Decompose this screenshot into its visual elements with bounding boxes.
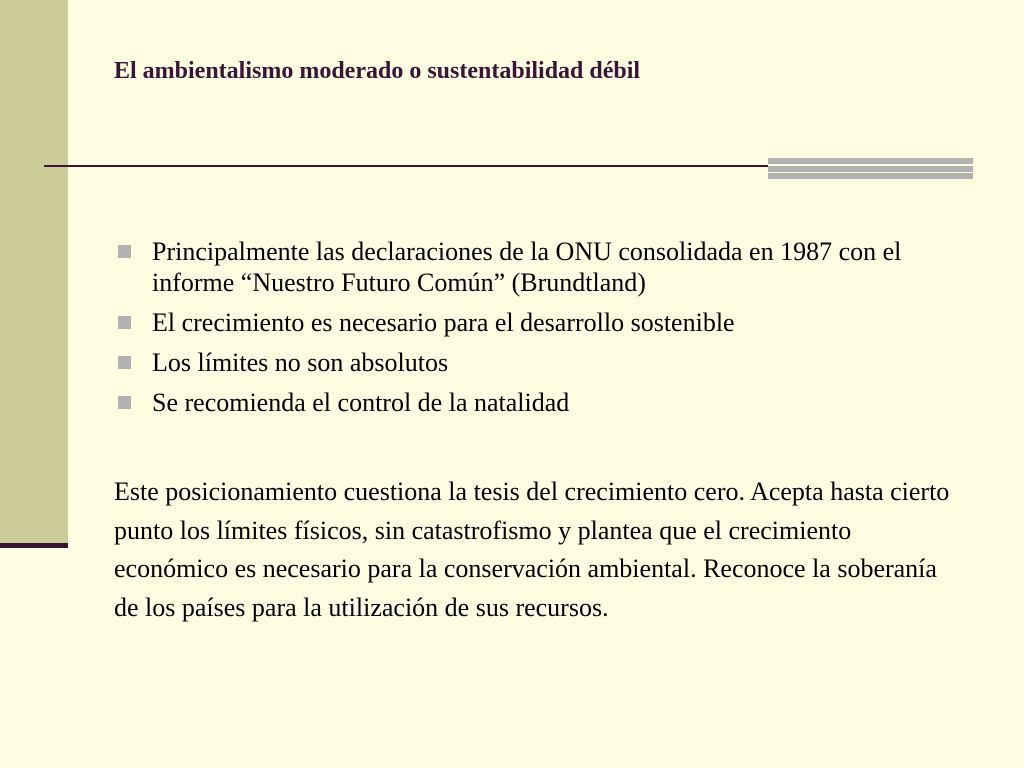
- bullet-item: [116, 387, 976, 418]
- bullet-item: [116, 347, 976, 378]
- left-bar-accent-line: [0, 543, 68, 548]
- title-underline-gray-block: [768, 158, 973, 179]
- bullet-item: [116, 307, 976, 338]
- gray-stripe: [768, 166, 973, 172]
- gray-stripe: [768, 158, 973, 164]
- bullet-text: Se recomienda el control de la natalidad: [152, 388, 570, 417]
- title-underline: [44, 165, 768, 167]
- slide-title: El ambientalismo moderado o sustentabilidad débil: [114, 58, 641, 84]
- gray-stripe: [768, 173, 973, 179]
- bullet-text: Principalmente las declaraciones de la ONU consolidada en 1987 con el informe “Nuestro Futuro Común” (Brundtland): [152, 237, 902, 297]
- left-decorative-bar: [0, 0, 68, 543]
- bullet-text: El crecimiento es necesario para el desarrollo sostenible: [152, 308, 735, 337]
- square-bullet-icon: [118, 356, 131, 369]
- square-bullet-icon: [118, 396, 131, 409]
- body-paragraph: Este posicionamiento cuestiona la tesis del crecimiento cero. Acepta hasta cierto punto los límites físicos, sin catastrofismo y plantea que el crecimiento económico es necesario para la conservación ambiental. Reconoce la soberanía de los países para la utilización de sus recursos.: [114, 477, 950, 622]
- bullet-item: [116, 236, 976, 298]
- bullet-text: Los límites no son absolutos: [152, 348, 449, 377]
- bullet-list: [116, 236, 976, 427]
- square-bullet-icon: [118, 245, 131, 258]
- square-bullet-icon: [118, 316, 131, 329]
